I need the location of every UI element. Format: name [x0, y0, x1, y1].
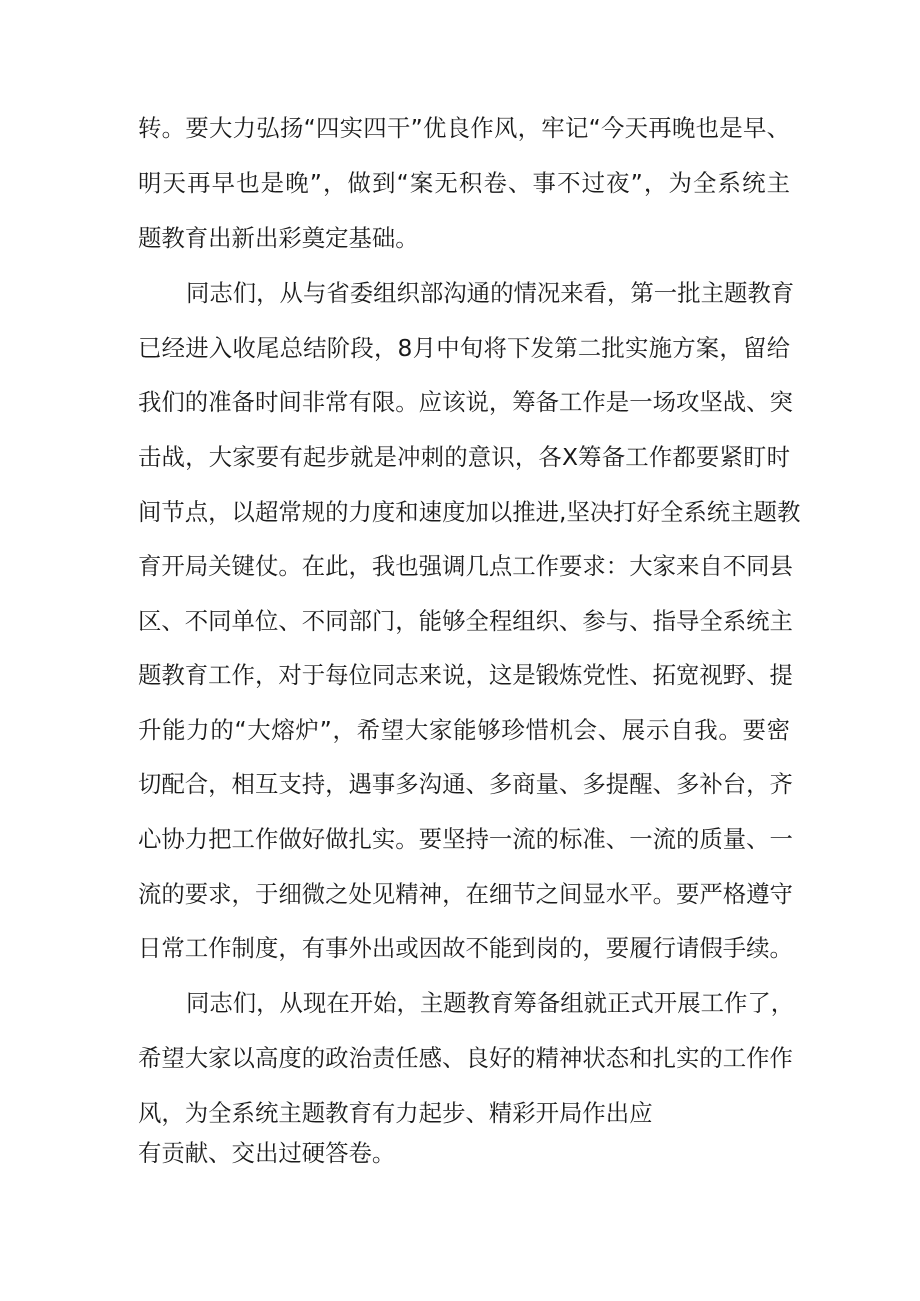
- text-line: 我们的准备时间非常有限。应该说，筹备工作是一场攻坚战、突: [138, 388, 793, 416]
- text-line: 题教育出新出彩奠定基础。: [138, 224, 419, 252]
- text-line: 流的要求，于细微之处见精神，在细节之间显水平。要严格遵守: [138, 880, 793, 908]
- text-line: 心协力把工作做好做扎实。要坚持一流的标准、一流的质量、一: [138, 825, 793, 853]
- text-line: 育开局关键仗。在此，我也强调几点工作要求：大家来自不同县: [138, 552, 793, 580]
- text-line: 有贡献、交出过硬答卷。: [138, 1139, 396, 1167]
- text-line: 题教育工作，对于每位同志来说，这是锻炼党性、拓宽视野、提: [138, 661, 793, 689]
- text-line: 转。要大力弘扬“四实四干”优良作风，牢记“今天再晚也是早、: [138, 114, 790, 142]
- text-line: 已经进入收尾总结阶段，8月中旬将下发第二批实施方案，留给: [138, 334, 790, 362]
- text-line: 切配合，相互支持，遇事多沟通、多商量、多提醒、多补台，齐: [138, 770, 793, 798]
- text-line: 同志们，从现在开始，主题教育筹备组就正式开展工作了，: [186, 989, 795, 1017]
- text-line: 同志们，从与省委组织部沟通的情况来看，第一批主题教育: [186, 279, 795, 307]
- text-line: 明天再早也是晚”，做到“案无积卷、事不过夜”，为全系统主: [138, 169, 790, 197]
- text-line: 间节点，以超常规的力度和速度加以推进,坚决打好全系统主题教: [138, 498, 801, 526]
- text-line: 升能力的“大熔炉”，希望大家能够珍惜机会、展示自我。要密: [138, 716, 790, 744]
- text-line: 日常工作制度，有事外出或因故不能到岗的，要履行请假手续。: [138, 934, 793, 962]
- text-line: 区、不同单位、不同部门，能够全程组织、参与、指导全系统主: [138, 607, 793, 635]
- text-line: 击战，大家要有起步就是冲刺的意识，各X筹备工作都要紧盯时: [138, 443, 790, 471]
- text-line: 风，为全系统主题教育有力起步、精彩开局作出应: [138, 1099, 653, 1127]
- text-line: 希望大家以高度的政治责任感、良好的精神状态和扎实的工作作: [138, 1044, 793, 1072]
